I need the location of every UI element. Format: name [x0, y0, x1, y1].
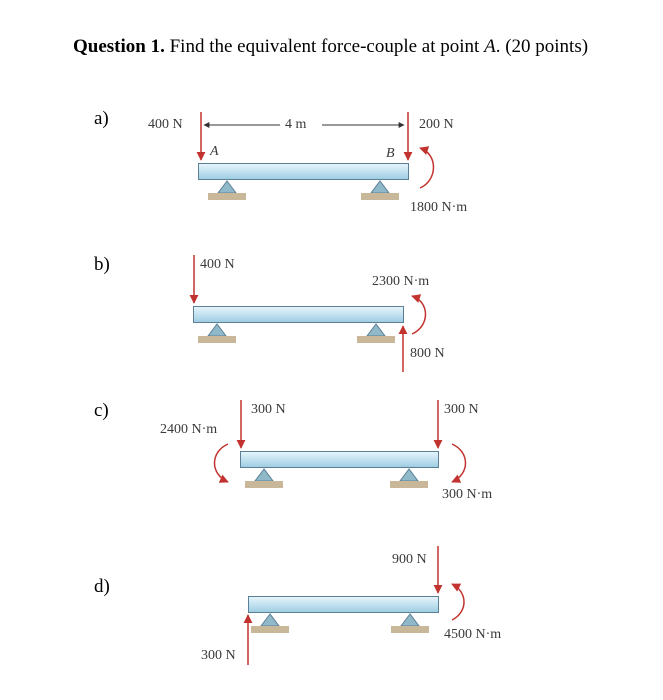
question-title [73, 36, 588, 58]
support-d-left [251, 614, 289, 633]
support-d-right [391, 614, 429, 633]
part-a-label: a) [94, 108, 109, 129]
label-d-300n: 300 N [201, 648, 236, 663]
part-b-label: b) [94, 254, 110, 275]
support-c-right [390, 469, 428, 488]
support-a-right [361, 181, 399, 200]
question-point: A [484, 36, 496, 57]
question-number: Question 1. [73, 36, 165, 57]
couple-arrow-b-2300 [412, 296, 426, 334]
couple-arrow-c-300 [452, 444, 466, 482]
support-b-left [198, 324, 236, 343]
beam-a [198, 163, 409, 180]
label-a-point-a: A [210, 144, 219, 159]
support-c-left [245, 469, 283, 488]
label-d-4500nm: 4500 N·m [444, 627, 502, 642]
label-d-900n: 900 N [392, 552, 427, 567]
label-c-300n-left: 300 N [251, 402, 286, 417]
couple-arrow-a-1800 [420, 148, 434, 188]
label-a-400n: 400 N [148, 117, 183, 132]
label-b-2300nm: 2300 N·m [372, 274, 430, 289]
beam-c [240, 451, 439, 468]
label-a-200n: 200 N [419, 117, 454, 132]
question-text: Find the equivalent force-couple at point [164, 36, 485, 57]
label-b-800n: 800 N [410, 346, 445, 361]
couple-arrow-d-4500 [452, 584, 464, 620]
label-c-300n-right: 300 N [444, 402, 479, 417]
label-a-4m: 4 m [285, 117, 307, 132]
support-b-right [357, 324, 395, 343]
part-c-label: c) [94, 400, 109, 421]
beam-d [248, 596, 439, 613]
label-c-2400nm: 2400 N·m [160, 422, 218, 437]
label-a-1800nm: 1800 N·m [410, 200, 468, 215]
label-c-300nm: 300 N·m [442, 487, 493, 502]
support-a-left [208, 181, 246, 200]
couple-arrow-c-2400 [215, 444, 229, 482]
label-b-400n: 400 N [200, 257, 235, 272]
question-points: . (20 points) [495, 36, 589, 57]
beam-b [193, 306, 404, 323]
part-d-label: d) [94, 576, 110, 597]
label-a-point-b: B [386, 146, 395, 161]
